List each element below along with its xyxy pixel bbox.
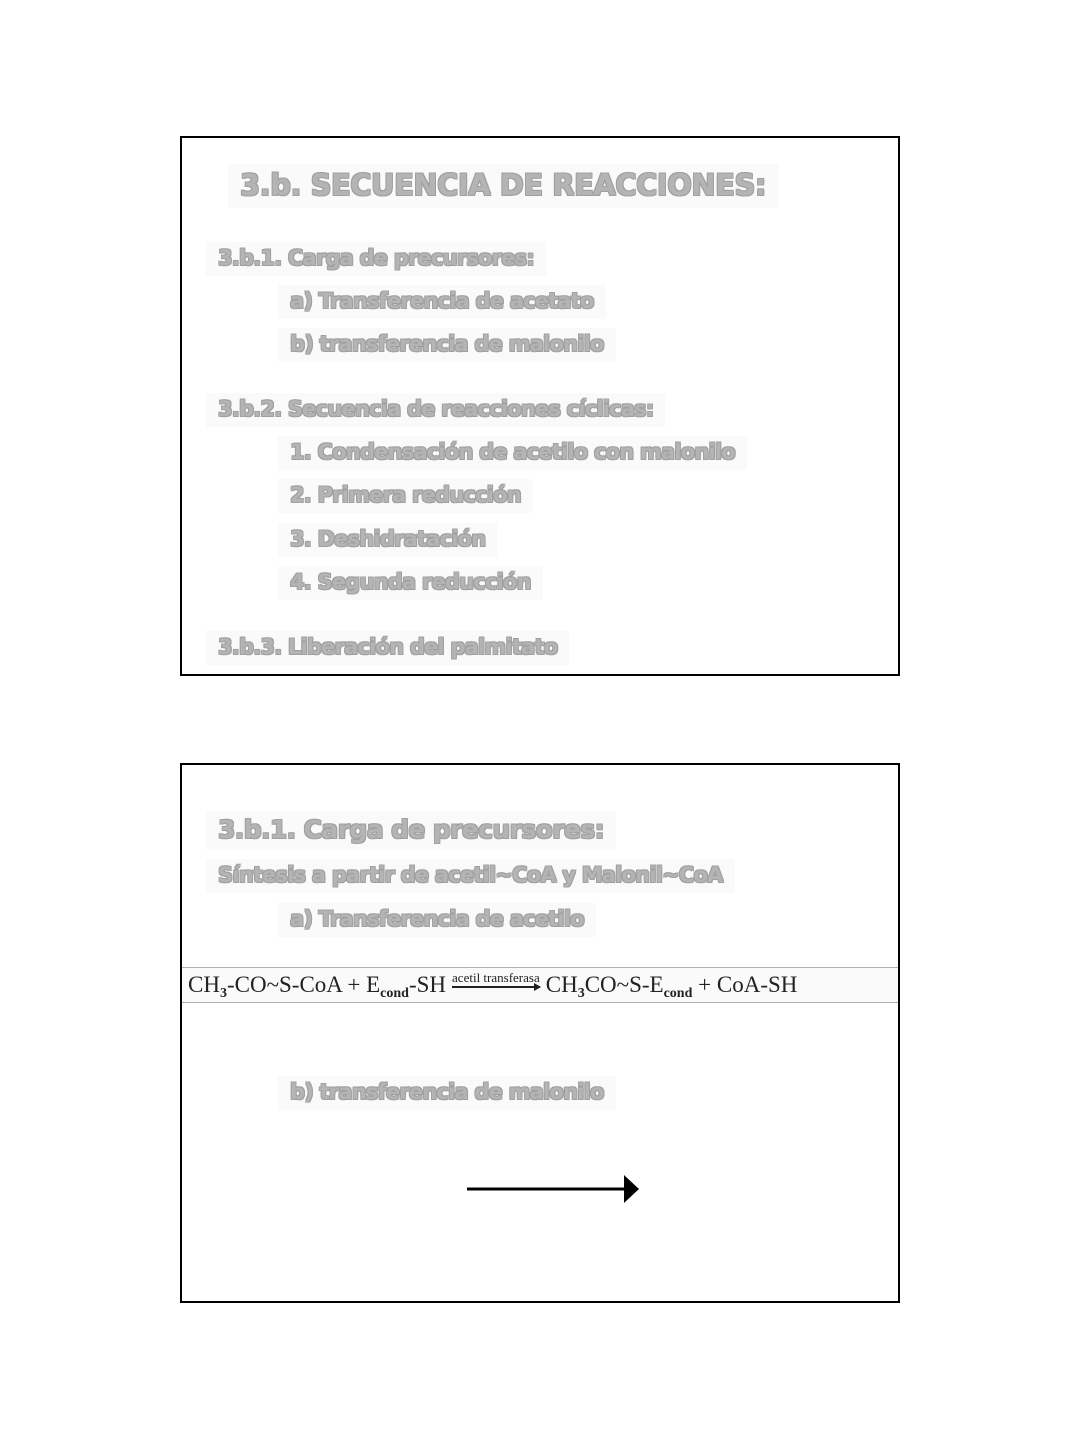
slide-subtitle: Síntesis a partir de acetil~CoA y Malonil~CoA	[206, 859, 735, 893]
reactant-1	[188, 972, 447, 1001]
reaction-equation	[182, 967, 898, 1003]
slide-2	[180, 763, 900, 1303]
eq-text: CH	[545, 972, 578, 997]
eq-text: + CoA-SH	[692, 972, 798, 997]
eq-subscript: cond	[380, 986, 409, 1001]
arrow-head	[624, 1175, 639, 1203]
list-item-b: b) transferencia de malonilo	[278, 1076, 616, 1110]
list-item: b) transferencia de malonilo	[278, 328, 616, 362]
list-item: a) Transferencia de acetato	[278, 285, 606, 319]
eq-text: CO~S-E	[584, 972, 664, 997]
section-heading-3b3: 3.b.3. Liberación del palmitato	[206, 631, 569, 665]
eq-subscript: 3	[577, 986, 585, 1001]
slide-title: 3.b.1. Carga de precursores:	[206, 811, 616, 850]
list-item: 4. Segunda reducción	[278, 566, 543, 600]
slide-title: 3.b. SECUENCIA DE REACCIONES:	[228, 164, 778, 208]
slide-1	[180, 136, 900, 676]
arrow-right-icon	[467, 1172, 642, 1206]
eq-text: -CO~S-CoA + E	[226, 972, 381, 997]
list-item: 1. Condensación de acetilo con malonilo	[278, 436, 747, 470]
eq-text: CH	[188, 972, 220, 997]
section-heading-3b1: 3.b.1. Carga de precursores:	[206, 242, 546, 276]
eq-subscript: 3	[219, 986, 227, 1001]
eq-text: -SH	[408, 972, 447, 997]
list-item: 2. Primera reducción	[278, 479, 533, 513]
products	[545, 972, 798, 1001]
arrow-right-icon	[452, 986, 540, 988]
enzyme-label: acetil transferasa	[452, 969, 540, 985]
list-item-a: a) Transferencia de acetilo	[278, 903, 596, 937]
section-heading-3b2: 3.b.2. Secuencia de reacciones cíclicas:	[206, 393, 665, 427]
list-item: 3. Deshidratación	[278, 523, 497, 557]
eq-subscript: cond	[663, 986, 693, 1001]
reaction-arrow	[452, 971, 540, 988]
